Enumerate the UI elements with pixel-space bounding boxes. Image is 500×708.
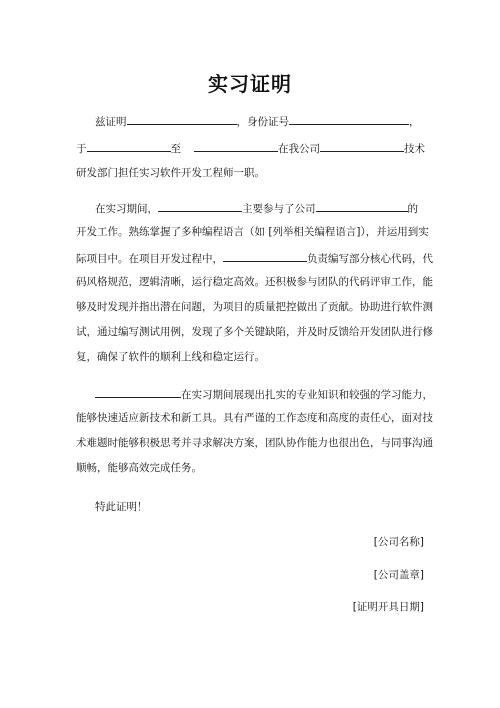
evaluation-line-4: 顺畅，能够高效完成任务。 <box>76 462 202 474</box>
duties-line-3: 际项目中。在项目开发过程中， 负责编写部分核心代码，代 <box>76 250 433 266</box>
name-blank <box>127 113 237 125</box>
evaluation-line-1: 在实习期间展现出扎实的专业知识和较强的学习能力， <box>95 386 433 402</box>
id-number-blank <box>289 113 409 125</box>
intro-line-3: 研发部门担任实习软件开发工程师一职。 <box>76 167 265 179</box>
duties-line-7: 复，确保了软件的顺利上线和稳定运行。 <box>76 351 265 363</box>
company-blank <box>320 140 404 152</box>
closing-text: 特此证明！ <box>95 501 148 513</box>
end-date-blank <box>194 140 278 152</box>
duties-line-6: 试，通过编写测试用例，发现了多个关键缺陷，并及时反馈给开发团队进行修 <box>76 326 433 338</box>
duties-line-2: 开发工作。熟练掌握了多种编程语言（如 [列举相关编程语言]），并运用到实 <box>76 226 429 238</box>
role-blank <box>223 250 307 262</box>
duties-line-5: 够及时发现并指出潜在问题，为项目的质量把控做出了贡献。协助进行软件测 <box>76 301 433 313</box>
evaluation-name-blank <box>95 386 181 398</box>
duties-line-1: 在实习期间， 主要参与了公司 的 <box>95 200 418 216</box>
project-blank <box>316 200 408 212</box>
duties-line-4: 码风格规范，逻辑清晰，运行稳定高效。还积极参与团队的代码评审工作，能 <box>76 276 433 288</box>
evaluation-line-3: 术难题时能够积极思考并寻求解决方案，团队协作能力也很出色，与同事沟通 <box>76 437 433 449</box>
intern-name-blank <box>158 200 242 212</box>
start-date-blank <box>87 140 171 152</box>
evaluation-line-2: 能够快速适应新技术和新工具。具有严谨的工作态度和高度的责任心，面对技 <box>76 412 433 424</box>
company-name-placeholder: [公司名称] <box>373 536 424 548</box>
issue-date-placeholder: [证明开具日期] <box>352 601 424 613</box>
intro-line-1: 兹证明 ，身份证号 ， <box>95 113 420 129</box>
company-stamp-placeholder: [公司盖章] <box>373 569 424 581</box>
intro-line-2: 于 至 在我公司 技术 <box>76 140 425 156</box>
page-title: 实习证明 <box>208 72 292 96</box>
